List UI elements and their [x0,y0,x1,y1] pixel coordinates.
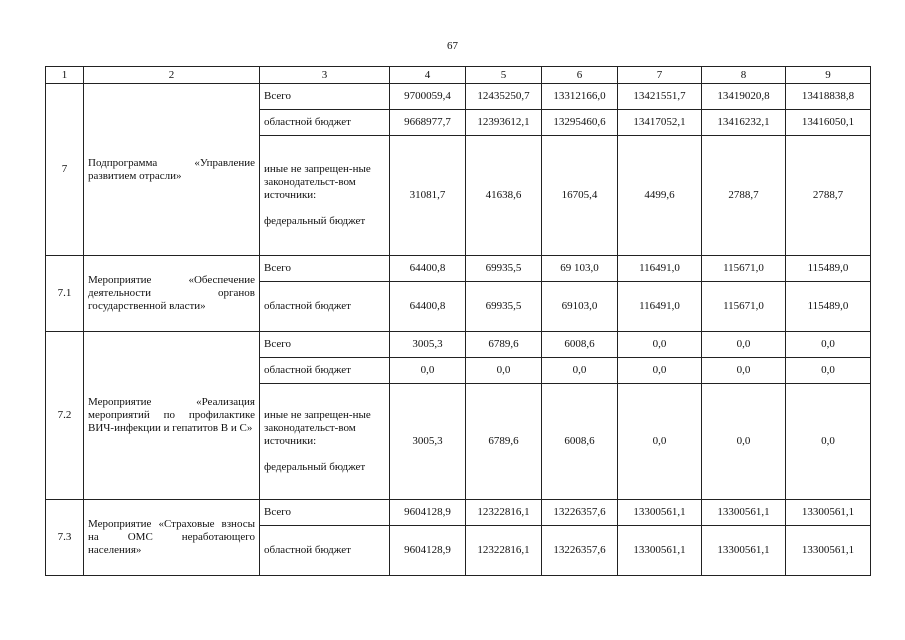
table-row [46,332,871,358]
value-cell: 4499,6 [618,136,702,256]
source-label: областной бюджет [260,110,390,136]
header-cell: 4 [390,67,466,84]
value-cell: 69935,5 [466,282,542,332]
value-cell: 13226357,6 [542,526,618,576]
row-number: 7.3 [46,500,84,576]
value-cell: 13417052,1 [618,110,702,136]
source-label: Всего [260,84,390,110]
header-cell: 5 [466,67,542,84]
value-cell: 0,0 [786,358,871,384]
header-cell: 8 [702,67,786,84]
value-cell: 6008,6 [542,332,618,358]
value-cell: 2788,7 [786,136,871,256]
value-cell: 9604128,9 [390,500,466,526]
value-cell: 13416232,1 [702,110,786,136]
source-label: Всего [260,332,390,358]
value-cell: 13312166,0 [542,84,618,110]
source-text: федеральный бюджет [264,215,366,227]
source-text: федеральный бюджет [264,461,366,473]
value-cell: 13295460,6 [542,110,618,136]
value-cell: 13418838,8 [786,84,871,110]
header-row [46,67,871,84]
value-cell: 12322816,1 [466,526,542,576]
value-cell: 0,0 [542,358,618,384]
source-label: Всего [260,256,390,282]
header-cell: 9 [786,67,871,84]
value-cell: 6789,6 [466,332,542,358]
value-cell: 64400,8 [390,256,466,282]
value-cell: 13300561,1 [702,500,786,526]
source-label: областной бюджет [260,526,390,576]
value-cell: 64400,8 [390,282,466,332]
value-cell: 16705,4 [542,136,618,256]
value-cell: 0,0 [702,358,786,384]
table-row [46,256,871,282]
value-cell: 12435250,7 [466,84,542,110]
value-cell: 13226357,6 [542,500,618,526]
header-cell: 6 [542,67,618,84]
header-cell: 7 [618,67,702,84]
page-number: 67 [447,40,458,52]
value-cell: 6008,6 [542,384,618,500]
value-cell: 0,0 [702,332,786,358]
value-cell: 9700059,4 [390,84,466,110]
value-cell: 3005,3 [390,384,466,500]
value-cell: 115671,0 [702,256,786,282]
header-cell: 2 [84,67,260,84]
value-cell: 115489,0 [786,256,871,282]
value-cell: 13421551,7 [618,84,702,110]
value-cell: 12322816,1 [466,500,542,526]
value-cell: 9604128,9 [390,526,466,576]
source-label: областной бюджет [260,358,390,384]
value-cell: 69103,0 [542,282,618,332]
row-number: 7.1 [46,256,84,332]
table-row [46,84,871,110]
header-cell: 3 [260,67,390,84]
value-cell: 13300561,1 [786,526,871,576]
value-cell: 69 103,0 [542,256,618,282]
source-note: иные не запрещен-ные законодательст-вом источники: [264,163,371,201]
value-cell: 115489,0 [786,282,871,332]
value-cell: 115671,0 [702,282,786,332]
value-cell: 3005,3 [390,332,466,358]
source-label: Всего [260,500,390,526]
value-cell: 13300561,1 [618,500,702,526]
value-cell: 13300561,1 [786,500,871,526]
source-label: областной бюджет [260,282,390,332]
budget-table [45,66,871,576]
value-cell: 116491,0 [618,256,702,282]
value-cell: 0,0 [618,384,702,500]
value-cell: 0,0 [786,384,871,500]
value-cell: 13300561,1 [618,526,702,576]
value-cell: 2788,7 [702,136,786,256]
row-name: Мероприятие «Реализация мероприятий по профилактике ВИЧ-инфекции и гепатитов В и С» [84,332,260,500]
value-cell: 0,0 [786,332,871,358]
value-cell: 116491,0 [618,282,702,332]
table-row [46,500,871,526]
value-cell: 0,0 [618,358,702,384]
row-number: 7 [46,84,84,256]
value-cell: 12393612,1 [466,110,542,136]
value-cell: 6789,6 [466,384,542,500]
value-cell: 31081,7 [390,136,466,256]
row-name: Мероприятие «Обеспечение деятельности органов государственной власти» [84,256,260,332]
source-label [260,384,390,500]
value-cell: 0,0 [466,358,542,384]
value-cell: 41638,6 [466,136,542,256]
value-cell: 13416050,1 [786,110,871,136]
value-cell: 0,0 [618,332,702,358]
row-number: 7.2 [46,332,84,500]
source-label [260,136,390,256]
value-cell: 69935,5 [466,256,542,282]
value-cell: 13300561,1 [702,526,786,576]
header-cell: 1 [46,67,84,84]
value-cell: 0,0 [390,358,466,384]
source-note: иные не запрещен-ные законодательст-вом источники: [264,409,371,447]
value-cell: 0,0 [702,384,786,500]
value-cell: 9668977,7 [390,110,466,136]
row-name: Мероприятие «Страховые взносы на ОМС неработающего населения» [84,500,260,576]
row-name: Подпрограмма «Управление развитием отрасли» [84,84,260,256]
value-cell: 13419020,8 [702,84,786,110]
